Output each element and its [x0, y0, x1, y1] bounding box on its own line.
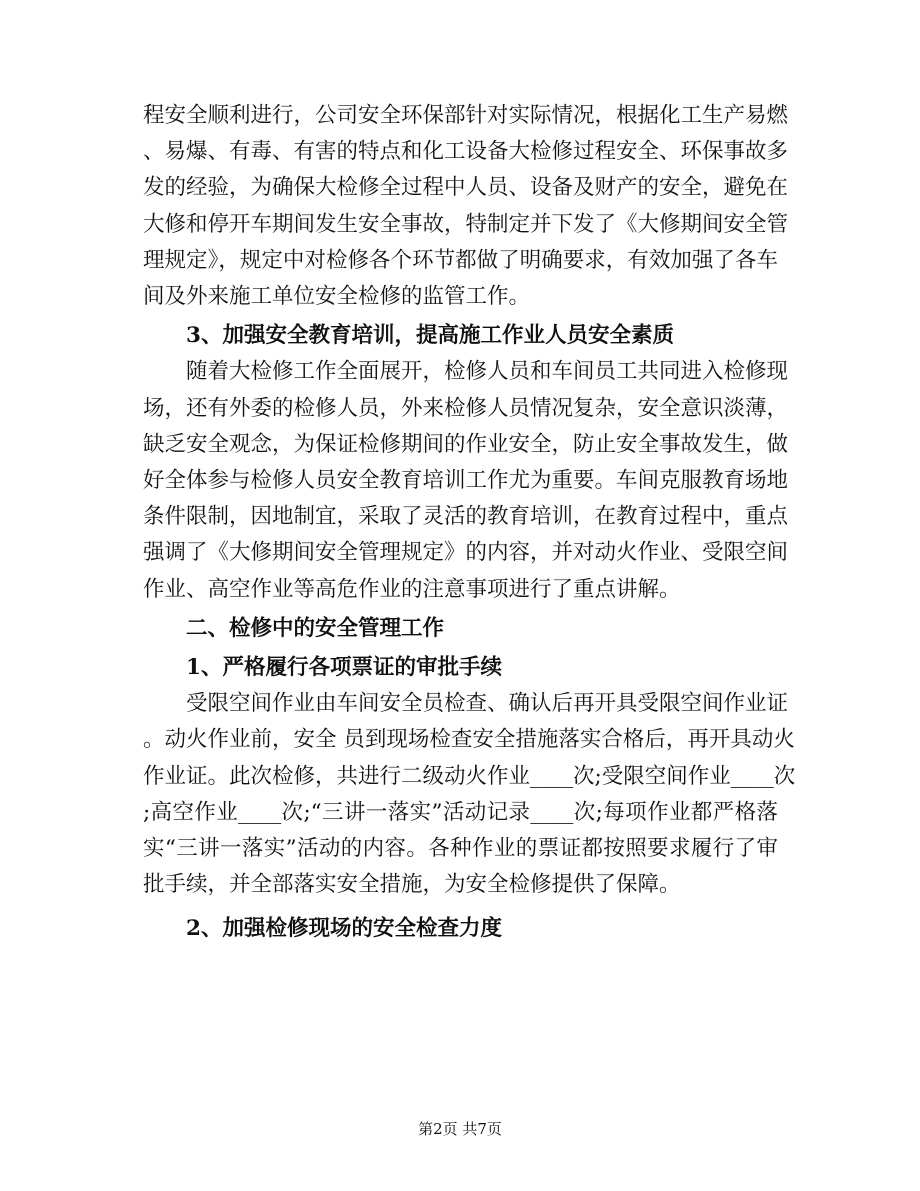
section-heading: 1、严格履行各项票证的审批手续: [186, 655, 502, 681]
paragraph-line: 间及外来施工单位安全检修的监管工作。: [143, 284, 531, 310]
paragraph-line: 好全体参与检修人员安全教育培训工作尤为重要。车间克服教育场地: [143, 468, 789, 494]
paragraph-line: ;高空作业____次;“三讲一落实”活动记录____次;每项作业都严格落: [143, 799, 778, 825]
paragraph-line: 作业、高空作业等高危作业的注意事项进行了重点讲解。: [143, 576, 681, 602]
paragraph-line: 程安全顺利进行，公司安全环保部针对实际情况，根据化工生产易燃: [143, 103, 789, 128]
paragraph-line: 缺乏安全观念，为保证检修期间的作业安全，防止安全事故发生，做: [143, 431, 789, 457]
paragraph-line: 作业证。此次检修，共进行二级动火作业____次;受限空间作业____次: [143, 763, 796, 789]
page-number-footer: 第2页 共7页: [418, 1120, 502, 1138]
paragraph-line: 随着大检修工作全面展开，检修人员和车间员工共同进入检修现: [186, 359, 789, 385]
paragraph-line: 、易爆、有毒、有害的特点和化工设备大检修过程安全、环保事故多: [143, 139, 789, 165]
paragraph-line: 条件限制，因地制宜，采取了灵活的教育培训，在教育过程中，重点: [143, 504, 789, 530]
paragraph-line: 批手续，并全部落实安全措施，为安全检修提供了保障。: [143, 872, 681, 898]
document-body: [143, 98, 796, 948]
paragraph-line: 实“三讲一落实”活动的内容。各种作业的票证都按照要求履行了审: [143, 836, 778, 862]
paragraph-line: 发的经验，为确保大检修全过程中人员、设备及财产的安全，避免在: [143, 175, 789, 201]
paragraph-line: 理规定》，规定中对检修各个环节都做了明确要求，有效加强了各车: [143, 247, 778, 273]
paragraph-line: 。动火作业前，安全 员到现场检查安全措施落实合格后，再开具动火: [143, 727, 795, 753]
section-heading: 二、检修中的安全管理工作: [186, 615, 445, 641]
section-heading: 2、加强检修现场的安全检查力度: [186, 916, 502, 942]
paragraph-line: 大修和停开车期间发生安全事故，特制定并下发了《大修期间安全管: [143, 211, 789, 237]
paragraph-line: 场，还有外委的检修人员，外来检修人员情况复杂，安全意识淡薄，: [143, 395, 789, 421]
section-heading: 3、加强安全教育培训，提高施工作业人员安全素质: [186, 323, 674, 349]
paragraph-line: 强调了《大修期间安全管理规定》的内容，并对动火作业、受限空间: [143, 540, 789, 566]
paragraph-line: 受限空间作业由车间安全员检查、确认后再开具受限空间作业证: [186, 691, 789, 717]
